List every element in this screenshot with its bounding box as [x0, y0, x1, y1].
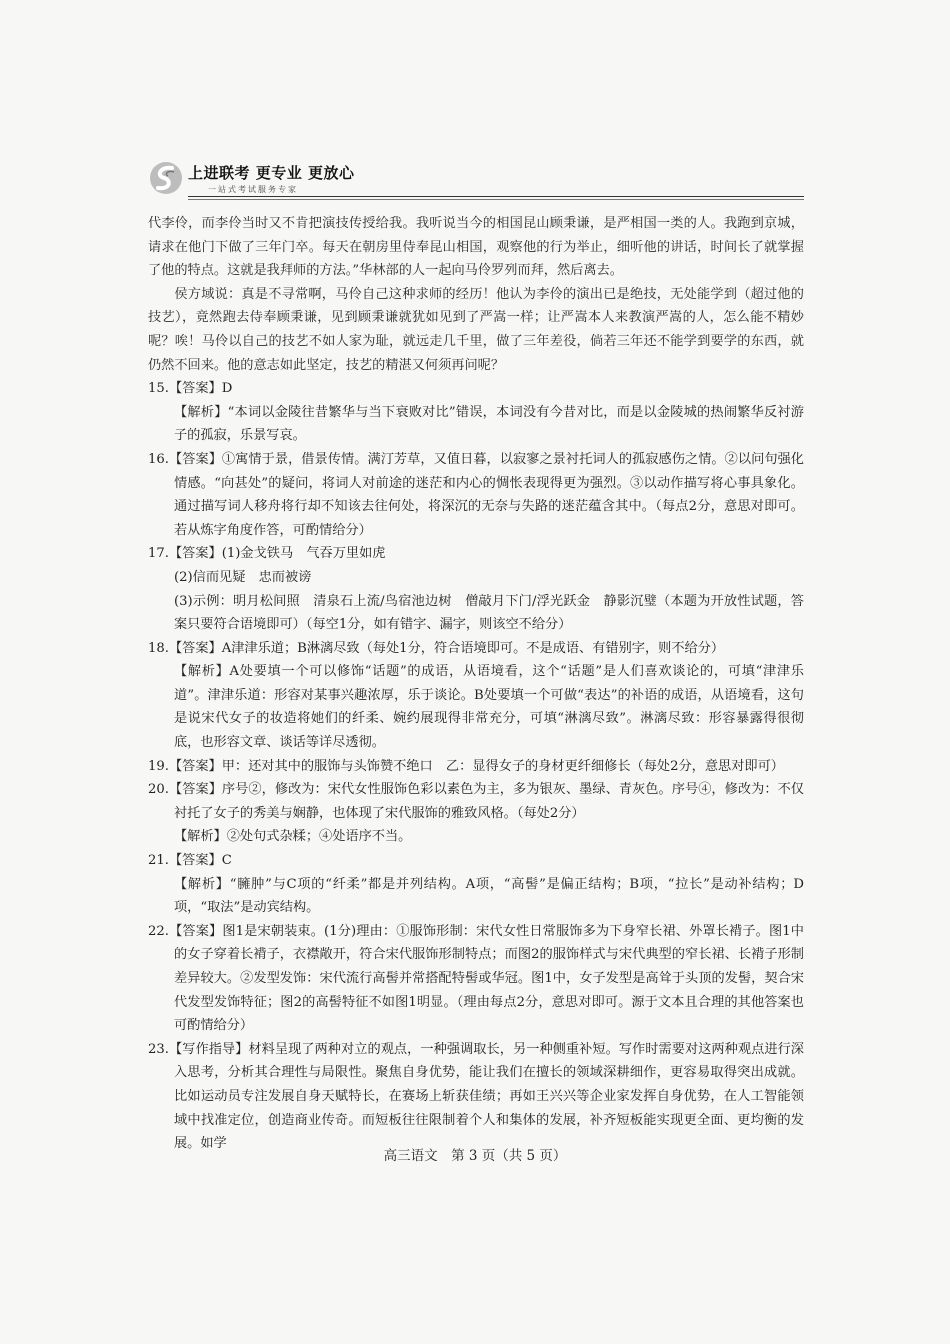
answer-item-22: 22.【答案】图1是宋朝装束。(1分)理由：①服饰形制：宋代女性日常服饰多为下身窄长裙、外罩长褙子。图1中的女子穿着长褙子，衣襟敞开，符合宋代服饰形制特点；而图2的服饰样式与宋代典型的窄长裙、长褙子形制差异较大。②发型发饰：宋代流行高髻并常搭配特髻或华冠。图1中，女子发型是高耸于头顶的发髻，契合宋代发型发饰特征；图2的高髻特征不如图1明显。（理由每点2分，意思对即可。源于文本且合理的其他答案也可酌情给分） — [148, 923, 804, 1034]
answer-item-18: 18.【答案】A津津乐道；B淋漓尽致（每处1分，符合语境即可。不是成语、有错别字，则不给分） — [148, 640, 725, 656]
analysis-18: 【解析】A处要填一个可以修饰“话题”的成语，从语境看，这个“话题”是人们喜欢谈论的，可填“津津乐道”。津津乐道：形容对某事兴趣浓厚，乐于谈论。B处要填一个可做“表达”的补语的成语，从语境看，这句是说宋代女子的妆造将她们的纤柔、婉约展现得非常充分，可填“淋漓尽致”。淋漓尽致：形容暴露得很彻底，也形容文章、谈话等详尽透彻。 — [174, 664, 804, 751]
answer-item-19: 19.【答案】甲：还对其中的服饰与头饰赞不绝口 乙：显得女子的身材更纤细修长（每处2分，意思对即可） — [148, 758, 784, 774]
answer-item-20: 20.【答案】序号②，修改为：宋代女性服饰色彩以素色为主，多为银灰、墨绿、青灰色。序号④，修改为：不仅衬托了女子的秀美与娴静，也体现了宋代服饰的雅致风格。（每处2分） — [148, 782, 804, 821]
passage-translation-comment: 侯方域说：真是不寻常啊，马伶自己这种求师的经历！他认为李伶的演出已是绝技，无处能学到（超过他的技艺），竟然跑去侍奉顾秉谦，见到顾秉谦就犹如见到了严嵩一样；让严嵩本人来教演严嵩的人，怎么能不精妙呢？唉！马伶以自己的技艺不如人家为耻，就远走几千里，做了三年差役，倘若三年还不能学到要学的东西，就仍然不回来。他的意志如此坚定，技艺的精湛又何须再问呢？ — [148, 286, 804, 373]
analysis-21: 【解析】“臃肿”与C项的“纤柔”都是并列结构。A项，“高髻”是偏正结构；B项，“拉长”是动补结构；D项，“取法”是动宾结构。 — [174, 876, 804, 916]
writing-guide-23: 23.【写作指导】材料呈现了两种对立的观点，一种强调取长，另一种侧重补短。写作时需要对这两种观点进行深入思考，分析其合理性与局限性。聚焦自身优势，能让我们在擅长的领域深耕细作，更容易取得突出成就。比如运动员专注发展自身天赋特长，在赛场上斩获佳绩；再如王兴兴等企业家发挥自身优势，在人工智能领域中找准定位，创造商业传奇。而短板往往限制着个人和集体的发展，补齐短板能实现更全面、更均衡的发展。如学 — [148, 1041, 804, 1152]
s-swirl-logo-icon — [148, 160, 184, 196]
brand-subtitle: 一站式考试服务专家 — [208, 185, 298, 194]
brand-slogan: 上进联考 更专业 更放心 — [188, 164, 355, 182]
answer-item-17-2: (2)信而见疑 忠而被谤 — [174, 569, 312, 585]
passage-translation-end: 代李伶，而李伶当时又不肯把演技传授给我。我听说当今的相国昆山顾秉谦，是严相国一类的人。我跑到京城，请求在他门下做了三年门卒。每天在朝房里侍奉昆山相国，观察他的行为举止，细听他的讲话，时间长了就掌握了他的特点。这就是我拜师的方法。”华林部的人一起向马伶罗列而拜，然后离去。 — [148, 216, 804, 279]
answer-item-17-3: (3)示例：明月松间照 清泉石上流/鸟宿池边树 僧敲月下门/浮光跃金 静影沉璧（本题为开放性试题，答案只要符合语境即可）（每空1分，如有错字、漏字，则该空不给分） — [174, 593, 804, 633]
header-rule — [188, 196, 804, 197]
header-rule-thin — [188, 199, 804, 200]
analysis-15: 【解析】“本词以金陵往昔繁华与当下衰败对比”错误，本词没有今昔对比，而是以金陵城的热闹繁华反衬游子的孤寂，乐景写哀。 — [174, 404, 804, 444]
answer-item-17: 17.【答案】(1)金戈铁马 气吞万里如虎 — [148, 546, 386, 562]
answer-item-21: 21.【答案】C — [148, 853, 232, 869]
answer-item-16: 16.【答案】①寓情于景，借景传情。满汀芳草，又值日暮，以寂寥之景衬托词人的孤寂感伤之情。②以问句强化情感。“向甚处”的疑问，将词人对前途的迷茫和内心的惆怅表现得更为强烈。③以动作描写将心事具象化。通过描写词人移舟将行却不知该去往何处，将深沉的无奈与失路的迷茫蕴含其中。（每点2分，意思对即可。若从炼字角度作答，可酌情给分） — [148, 451, 804, 538]
page-header — [148, 160, 804, 202]
analysis-20: 【解析】②处句式杂糅；④处语序不当。 — [174, 829, 412, 845]
answer-item-15: 15.【答案】D — [148, 381, 233, 397]
page-footer: 高三语文 第 3 页（共 5 页） — [383, 1148, 567, 1164]
answer-content — [148, 212, 804, 1156]
